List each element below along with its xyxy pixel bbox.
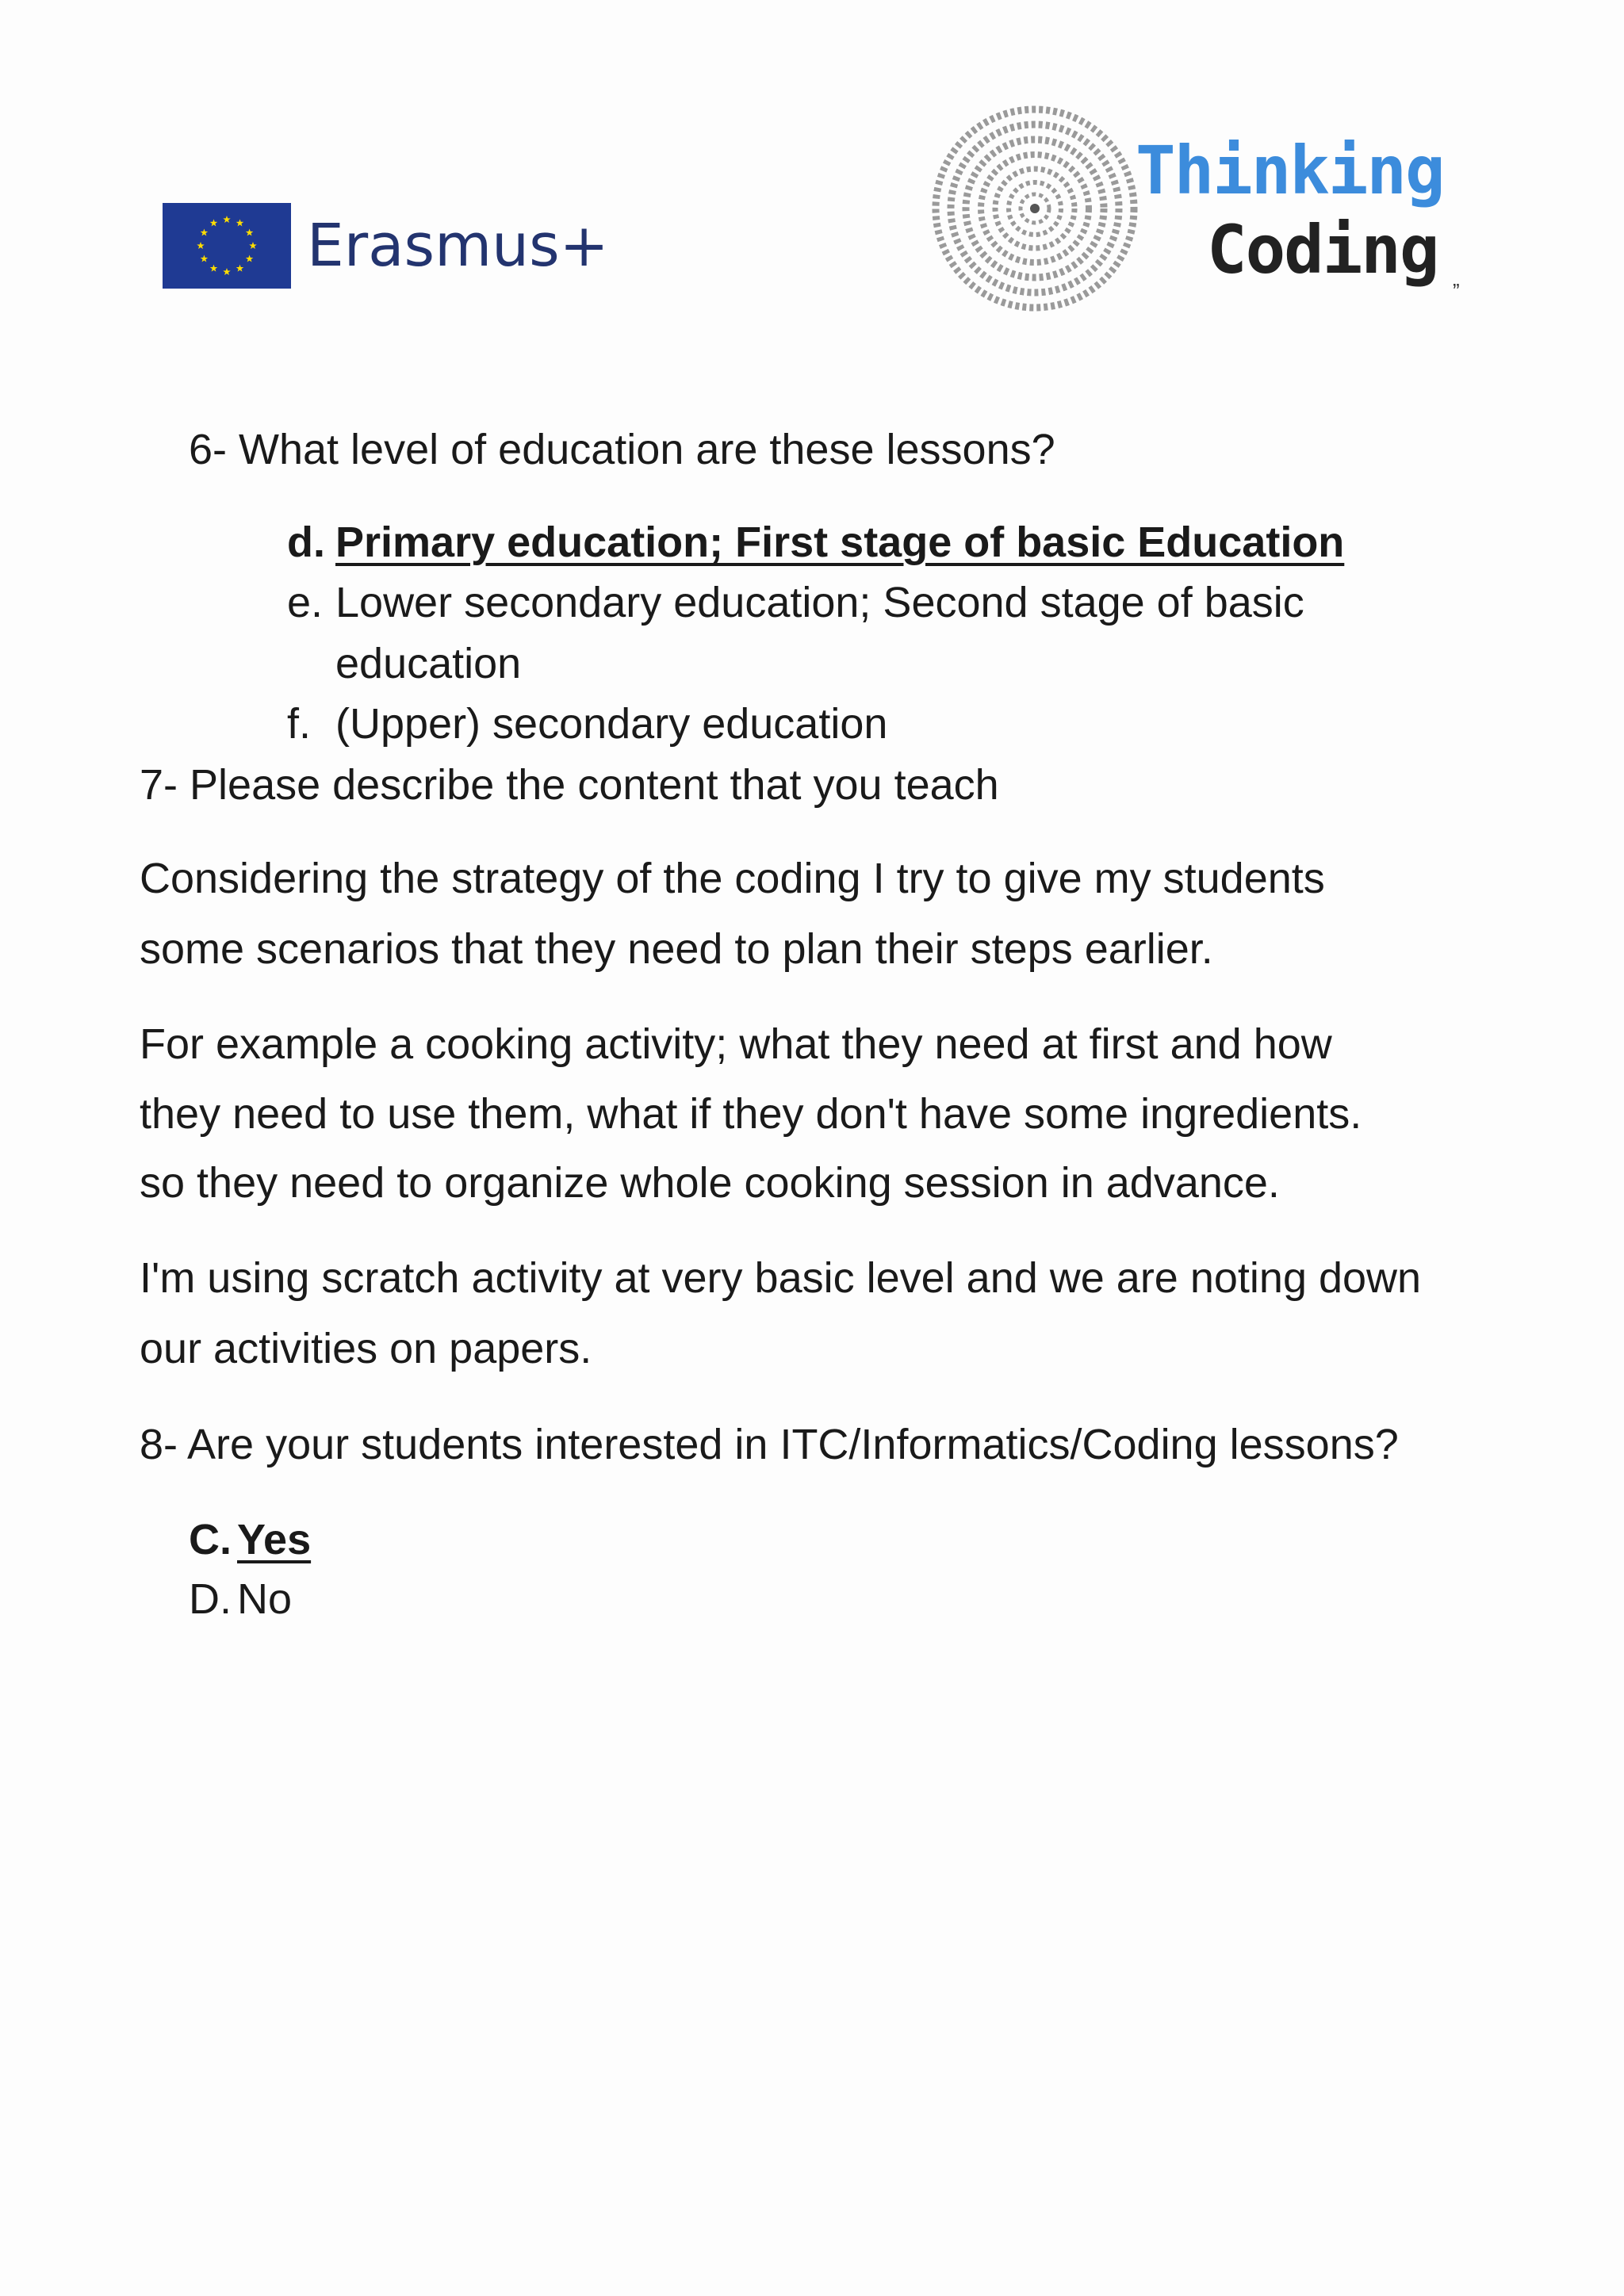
- erasmus-logo: [163, 198, 609, 293]
- option-e: Lower secondary education; Second stage of basic: [335, 579, 1304, 626]
- option-f-marker: f.: [287, 700, 312, 748]
- thinking-label: Thinking: [1136, 132, 1444, 209]
- option-d-selected: Primary education; First stage of basic Education: [335, 519, 1345, 566]
- answer-7-line: so they need to organize whole cooking session in advance.: [140, 1159, 1280, 1207]
- option-e-continuation: education: [335, 640, 522, 687]
- coding-label: Coding: [1207, 211, 1438, 289]
- corner-mark: ”: [1453, 279, 1460, 303]
- question-6: 6- What level of education are these lessons?: [189, 426, 1055, 473]
- option-d-no: No: [237, 1575, 293, 1623]
- eu-flag-icon: [163, 203, 291, 289]
- answer-7-line: they need to use them, what if they don't have some ingredients.: [140, 1090, 1362, 1138]
- answer-7-line: some scenarios that they need to plan their steps earlier.: [140, 925, 1213, 973]
- erasmus-label: Erasmus+: [307, 212, 609, 280]
- question-8: 8- Are your students interested in ITC/Informatics/Coding lessons?: [140, 1421, 1399, 1468]
- answer-7-line: our activities on papers.: [140, 1325, 592, 1372]
- option-d-marker: d.: [287, 519, 325, 566]
- answer-7-line: Considering the strategy of the coding I try to give my students: [140, 855, 1325, 902]
- answer-7-line: For example a cooking activity; what they need at first and how: [140, 1020, 1332, 1068]
- option-c-selected: Yes: [237, 1516, 312, 1563]
- answer-7-line: I'm using scratch activity at very basic level and we are noting down: [140, 1254, 1422, 1302]
- binary-spiral-icon: [928, 101, 1142, 316]
- option-d-marker: D.: [189, 1575, 232, 1623]
- option-e-marker: e.: [287, 579, 324, 626]
- option-c-marker: C.: [189, 1516, 232, 1563]
- thinking-coding-logo: [928, 101, 1444, 316]
- question-7: 7- Please describe the content that you teach: [140, 761, 999, 809]
- option-f: (Upper) secondary education: [335, 700, 888, 748]
